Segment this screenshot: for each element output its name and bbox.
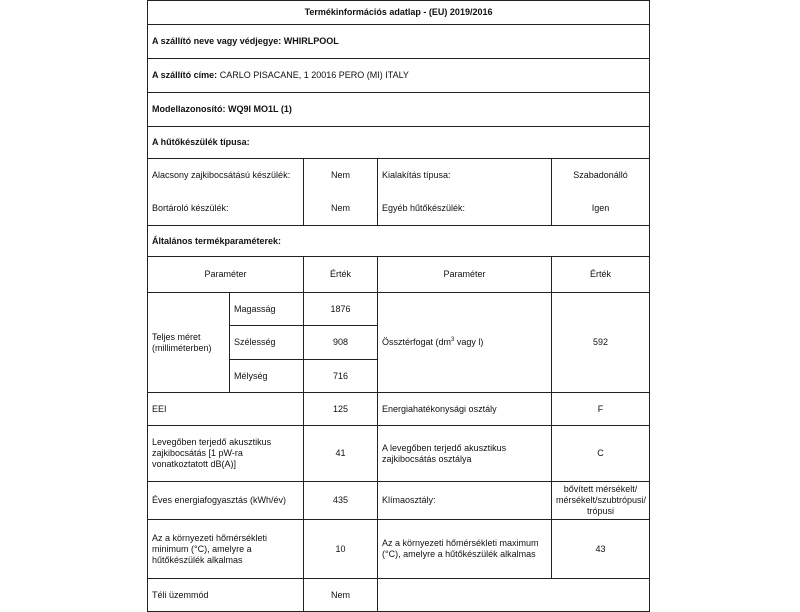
energy-class-label: Energiahatékonysági osztály — [378, 393, 552, 426]
col-header-value: Érték — [304, 257, 378, 293]
eei-value: 125 — [304, 393, 378, 426]
max-temp-value: 43 — [552, 520, 650, 579]
type-heading: A hűtőkészülék típusa: — [148, 127, 650, 159]
width-label: Szélesség — [230, 326, 304, 360]
empty-cell — [378, 579, 552, 612]
empty-cell-2 — [552, 579, 650, 612]
address-row — [148, 59, 650, 93]
winter-mode-value: Nem — [304, 579, 378, 612]
supplier-label: A szállító neve vagy védjegye: — [152, 36, 282, 46]
wine-storage-value: Nem — [304, 193, 378, 226]
col-header-param2: Paraméter — [378, 257, 552, 293]
model-label: Modellazonosító: — [152, 104, 226, 114]
col-header-param: Paraméter — [148, 257, 304, 293]
address-value: CARLO PISACANE, 1 20016 PERO (MI) ITALY — [219, 70, 409, 80]
noise-class-label: A levegőben terjedő akusztikus zajkibocsátás osztálya — [378, 426, 552, 482]
model-value: WQ9I MO1L (1) — [228, 104, 292, 114]
product-info-sheet — [147, 0, 649, 612]
info-table — [147, 0, 650, 612]
supplier-row — [148, 25, 650, 59]
height-label: Magasság — [230, 293, 304, 326]
width-value: 908 — [304, 326, 378, 360]
supplier-value: WHIRLPOOL — [283, 36, 339, 46]
volume-value: 592 — [552, 293, 650, 393]
depth-label: Mélység — [230, 360, 304, 393]
climate-class-label: Klímaosztály: — [378, 482, 552, 520]
energy-class-value: F — [552, 393, 650, 426]
eei-label: EEI — [148, 393, 304, 426]
wine-storage-label: Bortároló készülék: — [148, 193, 304, 226]
min-temp-label: Az a környezeti hőmérsékleti minimum (°C), amelyre a hűtőkészülék alkalmas — [148, 520, 304, 579]
dimensions-label: Teljes méret (milliméterben) — [148, 293, 230, 393]
col-header-value2: Érték — [552, 257, 650, 293]
other-appliance-label: Egyéb hűtőkészülék: — [378, 193, 552, 226]
noise-value: 41 — [304, 426, 378, 482]
general-heading: Általános termékparaméterek: — [148, 226, 650, 257]
min-temp-value: 10 — [304, 520, 378, 579]
low-noise-value: Nem — [304, 159, 378, 193]
volume-label: Össztérfogat ($dm^3$ vagy l) — [378, 293, 552, 393]
annual-consumption-value: 435 — [304, 482, 378, 520]
noise-class-value: C — [552, 426, 650, 482]
address-label: A szállító címe: — [152, 70, 218, 80]
winter-mode-label: Téli üzemmód — [148, 579, 304, 612]
climate-class-value: bővített mérsékelt/ mérsékelt/szubtrópusi/ trópusi — [552, 482, 650, 520]
other-appliance-value: Igen — [552, 193, 650, 226]
height-value: 1876 — [304, 293, 378, 326]
sheet-title: Termékinformációs adatlap - (EU) 2019/2016 — [148, 1, 650, 25]
noise-label: Levegőben terjedő akusztikus zajkibocsátás [1 pW-ra vonatkoztatott dB(A)] — [148, 426, 304, 482]
model-row — [148, 93, 650, 127]
depth-value: 716 — [304, 360, 378, 393]
low-noise-label: Alacsony zajkibocsátású készülék: — [148, 159, 304, 193]
design-type-value: Szabadonálló — [552, 159, 650, 193]
design-type-label: Kialakítás típusa: — [378, 159, 552, 193]
max-temp-label: Az a környezeti hőmérsékleti maximum (°C), amelyre a hűtőkészülék alkalmas — [378, 520, 552, 579]
annual-consumption-label: Éves energiafogyasztás (kWh/év) — [148, 482, 304, 520]
